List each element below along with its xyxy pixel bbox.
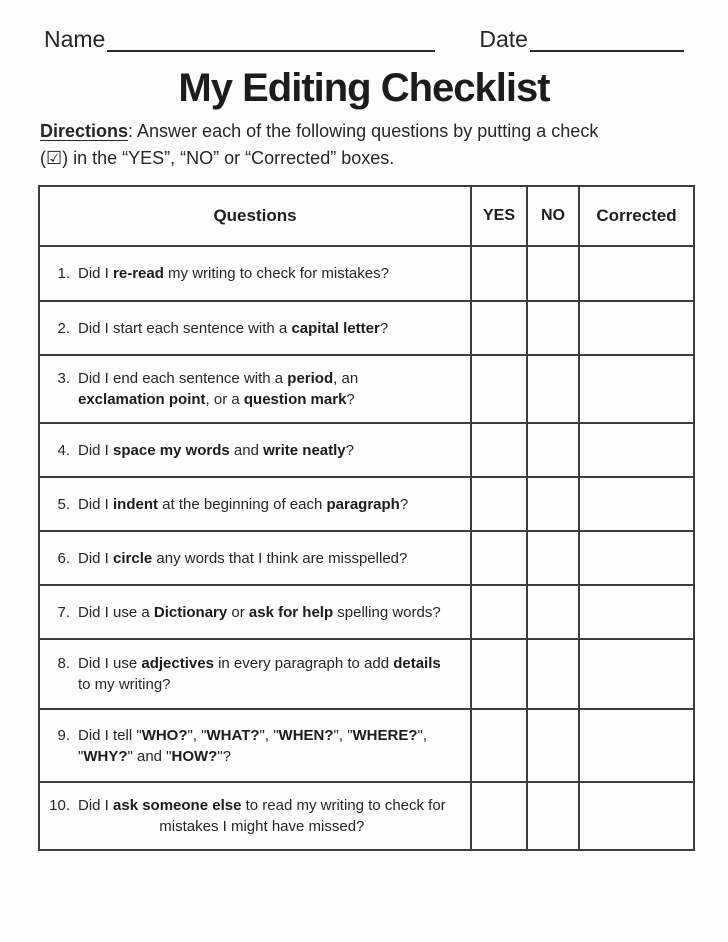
corrected-check-cell[interactable] <box>579 301 694 355</box>
yes-check-cell[interactable] <box>471 477 527 531</box>
no-check-cell[interactable] <box>527 355 579 423</box>
question-number: 9. <box>57 726 70 744</box>
corrected-check-cell[interactable] <box>579 355 694 423</box>
yes-check-cell[interactable] <box>471 355 527 423</box>
directions-text-2: ) in the “YES”, “NO” or “Corrected” boxes. <box>62 148 395 168</box>
question-number: 6. <box>57 549 70 567</box>
corrected-column-header: Corrected <box>579 186 694 246</box>
checklist-table <box>38 185 695 851</box>
corrected-check-cell[interactable] <box>579 585 694 639</box>
question-cell <box>39 709 471 782</box>
yes-check-cell[interactable] <box>471 246 527 301</box>
corrected-check-cell[interactable] <box>579 477 694 531</box>
yes-column-header: YES <box>471 186 527 246</box>
table-row <box>39 639 694 709</box>
question-cell <box>39 585 471 639</box>
question-cell <box>39 477 471 531</box>
table-header-row <box>39 186 694 246</box>
checklist-body <box>39 246 694 850</box>
question-cell <box>39 531 471 585</box>
table-row <box>39 423 694 477</box>
yes-check-cell[interactable] <box>471 531 527 585</box>
question-number: 5. <box>57 495 70 513</box>
question-text: Did I end each sentence with a period, an exclamation point, or a question mark? <box>78 370 359 408</box>
question-number: 1. <box>57 265 70 282</box>
question-number: 10. <box>49 797 70 814</box>
question-cell <box>39 423 471 477</box>
yes-check-cell[interactable] <box>471 639 527 709</box>
no-check-cell[interactable] <box>527 639 579 709</box>
no-check-cell[interactable] <box>527 531 579 585</box>
question-text: Did I indent at the beginning of each paragraph? <box>78 495 409 513</box>
corrected-check-cell[interactable] <box>579 423 694 477</box>
directions-text-1: : Answer each of the following questions by putting a check <box>128 121 599 141</box>
no-check-cell[interactable] <box>527 709 579 782</box>
yes-check-cell[interactable] <box>471 782 527 850</box>
question-cell <box>39 301 471 355</box>
name-date-row <box>0 0 728 52</box>
question-text: Did I use a Dictionary or ask for help spelling words? <box>78 603 441 621</box>
date-input-line[interactable] <box>530 24 684 52</box>
question-text: Did I circle any words that I think are misspelled? <box>78 549 408 567</box>
questions-column-header: Questions <box>39 186 471 246</box>
table-row <box>39 782 694 850</box>
table-row <box>39 477 694 531</box>
no-column-header: NO <box>527 186 579 246</box>
no-check-cell[interactable] <box>527 246 579 301</box>
table-row <box>39 585 694 639</box>
question-text: Did I use adjectives in every paragraph to add details to my writing? <box>78 655 441 693</box>
open-paren: ( <box>40 148 46 168</box>
yes-check-cell[interactable] <box>471 423 527 477</box>
name-label: Name <box>44 25 106 52</box>
question-text: Did I start each sentence with a capital letter? <box>78 319 389 337</box>
question-cell <box>39 639 471 709</box>
page-title: My Editing Checklist <box>178 66 550 110</box>
yes-check-cell[interactable] <box>471 585 527 639</box>
question-cell <box>39 246 471 301</box>
no-check-cell[interactable] <box>527 585 579 639</box>
table-row <box>39 531 694 585</box>
table-row <box>39 301 694 355</box>
table-row <box>39 246 694 301</box>
question-cell <box>39 355 471 423</box>
directions <box>40 118 692 172</box>
no-check-cell[interactable] <box>527 423 579 477</box>
question-text: Did I ask someone else to read my writing to check for mistakes I might have missed? <box>78 797 446 835</box>
question-number: 7. <box>57 603 70 621</box>
directions-line-2 <box>40 145 692 172</box>
corrected-check-cell[interactable] <box>579 531 694 585</box>
corrected-check-cell[interactable] <box>579 246 694 301</box>
corrected-check-cell[interactable] <box>579 639 694 709</box>
date-label: Date <box>479 25 528 52</box>
question-number: 8. <box>57 655 70 672</box>
directions-line-1 <box>40 118 692 145</box>
question-text: Did I space my words and write neatly? <box>78 441 354 459</box>
no-check-cell[interactable] <box>527 477 579 531</box>
question-text: Did I tell "WHO?", "WHAT?", "WHEN?", "WHERE?", "WHY?" and "HOW?"? <box>78 726 428 765</box>
checked-box-icon: ☑ <box>46 148 63 168</box>
no-check-cell[interactable] <box>527 782 579 850</box>
table-row <box>39 355 694 423</box>
no-check-cell[interactable] <box>527 301 579 355</box>
question-text: Did I re-read my writing to check for mistakes? <box>78 265 389 282</box>
corrected-check-cell[interactable] <box>579 782 694 850</box>
corrected-check-cell[interactable] <box>579 709 694 782</box>
directions-label: Directions <box>40 121 129 141</box>
yes-check-cell[interactable] <box>471 301 527 355</box>
table-row <box>39 709 694 782</box>
name-input-line[interactable] <box>107 24 435 52</box>
question-number: 3. <box>57 370 70 387</box>
question-number: 2. <box>57 319 70 337</box>
question-cell <box>39 782 471 850</box>
question-number: 4. <box>57 441 70 459</box>
yes-check-cell[interactable] <box>471 709 527 782</box>
